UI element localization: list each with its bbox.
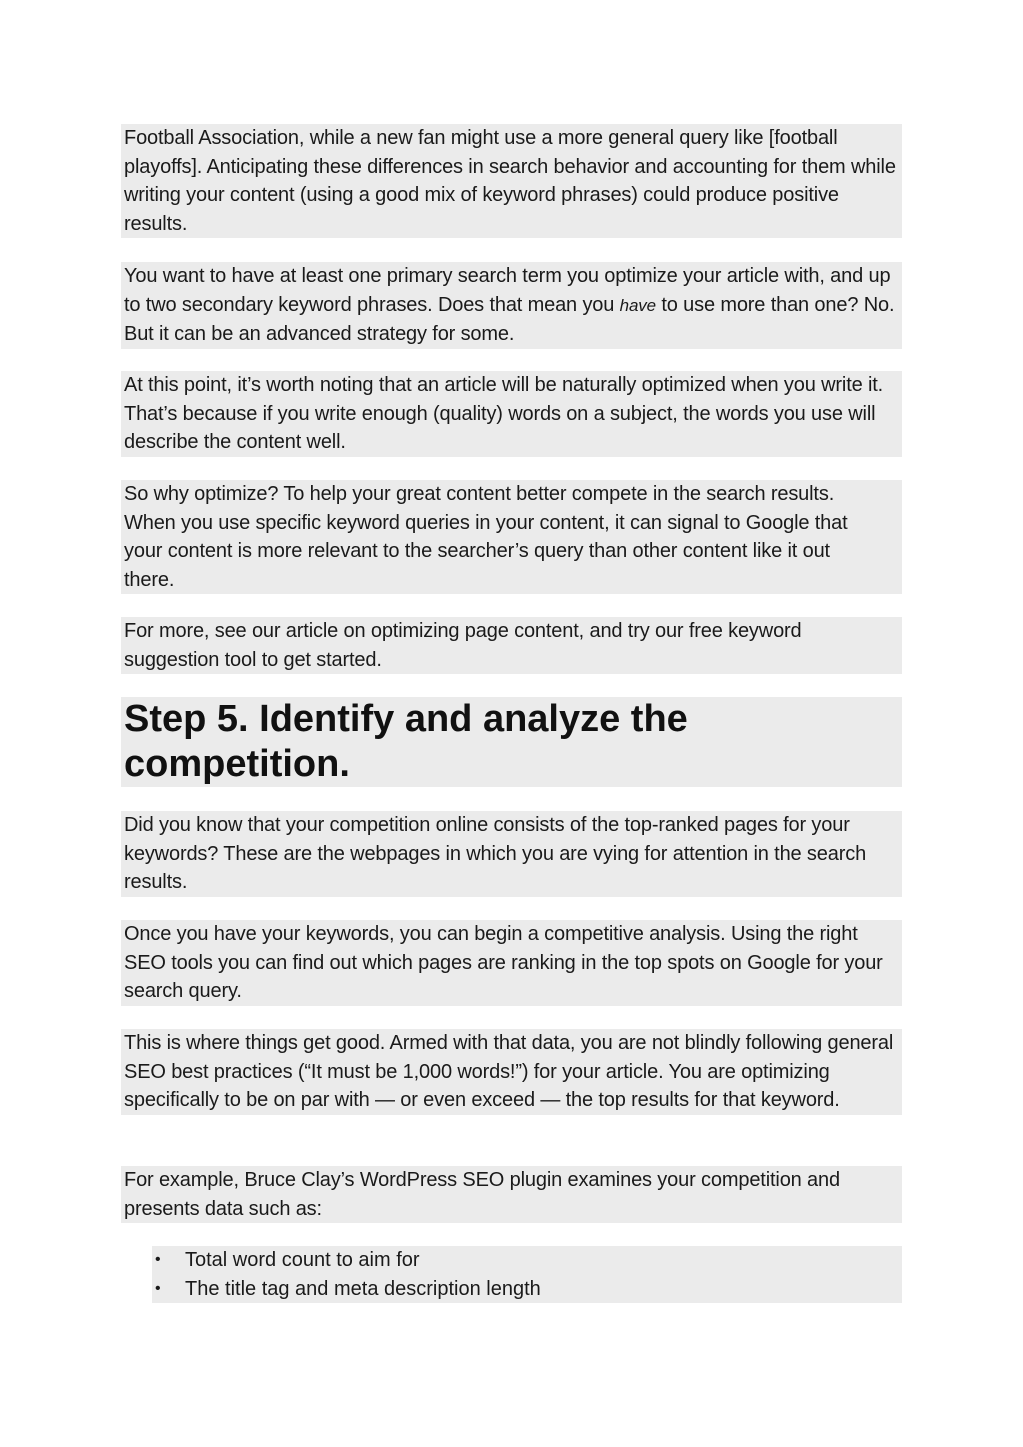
paragraph: Once you have your keywords, you can begin a competitive analysis. Using the right SEO tools you can find out which pages are ranking in the top spots on Google for your search query.: [124, 923, 883, 1002]
paragraph-block: [121, 920, 902, 1006]
paragraph-block: [121, 617, 902, 674]
paragraph-block: [121, 811, 902, 897]
list-item: [152, 1275, 902, 1304]
paragraph: This is where things get good. Armed with that data, you are not blindly following general SEO best practices (“It must be 1,000 words!”) for your article. You are optimizing specifically to be on par with — or even exceed — the top results for that keyword.: [124, 1032, 894, 1111]
bullet-icon: •: [155, 1251, 161, 1268]
paragraph: For example, Bruce Clay’s WordPress SEO plugin examines your competition and presents data such as:: [124, 1169, 840, 1220]
paragraph-text: to use more than one? No. But it can be an advanced strategy for some.: [124, 293, 895, 345]
list-item: [152, 1246, 902, 1275]
list-item-text: The title tag and meta description length: [185, 1277, 541, 1300]
emphasis-text: have: [619, 295, 656, 315]
list-item-text: Total word count to aim for: [185, 1249, 420, 1271]
section-heading: Step 5. Identify and analyze the competition.: [121, 697, 902, 787]
paragraph-block: [121, 1166, 902, 1223]
paragraph: [121, 262, 899, 349]
bullet-list: [152, 1246, 902, 1303]
paragraph-block: [121, 262, 902, 349]
paragraph-block: [121, 371, 902, 457]
bullet-list-block: [152, 1246, 902, 1303]
paragraph-block: [121, 480, 902, 594]
bullet-icon: •: [155, 1279, 161, 1297]
paragraph: So why optimize? To help your great content better compete in the search results. When you use specific keyword queries in your content, it can signal to Google that your content is more relevant to the searcher’s query than other content like it out there.: [124, 483, 848, 591]
paragraph-block: [121, 124, 902, 238]
paragraph-block: [121, 1029, 902, 1115]
paragraph-text: You want to have at least one primary search term you optimize your article with, and up to two secondary keyword phrases. Does that mean you: [124, 265, 891, 316]
paragraph: At this point, it’s worth noting that an article will be naturally optimized when you write it. That’s because if you write enough (quality) words on a subject, the words you use will describe the content well.: [124, 374, 884, 453]
paragraph: Football Association, while a new fan might use a more general query like [football playoffs]. Anticipating these differences in search behavior and accounting for them while writing your content (using a good mix of keyword phrases) could produce positive results.: [124, 127, 896, 235]
paragraph: Did you know that your competition online consists of the top-ranked pages for your keywords? These are the webpages in which you are vying for attention in the search results.: [124, 814, 867, 893]
paragraph: For more, see our article on optimizing page content, and try our free keyword suggestion tool to get started.: [124, 620, 802, 671]
